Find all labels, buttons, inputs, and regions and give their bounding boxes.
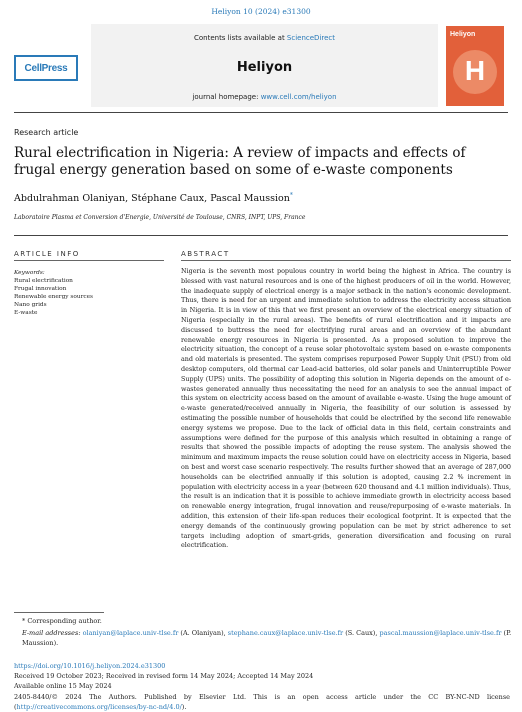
author-name[interactable]: Stéphane Caux xyxy=(131,193,205,205)
license-link[interactable]: http://creativecommons.org/licenses/by-nc-nd/4.0/ xyxy=(16,703,182,711)
contents-prefix: Contents lists available at xyxy=(193,34,287,42)
header-divider xyxy=(14,112,508,113)
footnote-rule xyxy=(14,612,104,613)
license-line xyxy=(14,692,510,712)
license-end: ). xyxy=(181,703,187,711)
keywords-label: Keywords: xyxy=(14,270,45,276)
cellpress-logo[interactable]: CellPress xyxy=(14,55,78,81)
homepage-link[interactable]: www.cell.com/heliyon xyxy=(260,93,337,101)
abstract-text: Nigeria is the seventh most populous country in world being the highest in Africa. The country is blessed with vast natural resources and is one of the highest producers of oil in the world. However, the inadequate supply of electrical energy is a major setback in the nation's economic development. Thus, there is need for an urgent and immediate solution to address the electricity access situation in Nigeria. It is in view of this that we first present an overview of the electrical energy situation of Nigeria (especially in the rural areas). The benefits of rural electrification and it impacts are discussed to buttress the need for electrifying rural areas and an overview of the abundant renewable energy resources in Nigeria is presented. As a proposed solution to improve the electricity situation, the concept of a reuse solar photovoltaic system based on e-waste components and old materials is presented. The system comprises repurposed Power Supply Unit (PSU) from old desktop computers, old thermal car Lead-acid batteries, old solar panels and Uninterruptible Power Supply (UPS) units. The possibility of adopting this solution in Nigeria depends on the amount of e-wastes generated annually thus necessitating the need for an analysis to see the annual impact of this system on electricity access based on the amount of available e-waste. Using the huge amount of e-waste generated/received annually in Nigeria, the feasibility of our solution is assessed by estimating the possible number of households that could be electrified by the second life renewable energy systems we propose. Due to the lack of official data in this field, certain constraints and assumptions were defined for the purpose of this analysis which resulted in obtaining a range of results that showed the possible impacts of adopting the reuse system. The analysis showed the minimum and maximum impacts the reuse solution could have on electricity access in Nigeria, based on best and worst case scenario respectively. The results further showed that an average of 287,000 households can be electrified annually if this solution is adopted, causing 2.2 % increment in population with electricity access in a year (between 620 thousand and 4.1 million individuals). Thus, the result is an indication that it is possible to achieve immediate growth in electricity access based on renewable energy integration, frugal innovation and reuse/repurposing of e-waste materials. In addition, this extension of their life-span reduces their ecological footprint. It is expected that the energy demands of the continuously growing population can be met by strict adherence to set targets including adoption of smart-grids, generation diversification and focusing on rural electrification. xyxy=(181,267,511,550)
corresponding-star[interactable]: * xyxy=(289,192,293,199)
sciencedirect-link[interactable]: ScienceDirect xyxy=(286,34,336,42)
email-link[interactable]: pascal.maussion@laplace.univ-tlse.fr xyxy=(379,629,502,637)
footnote-corresponding xyxy=(22,617,102,625)
license-text: 2405-8440/© 2024 The Authors. Published by Elsevier Ltd. This is an open access article under the CC BY-NC-ND license ( xyxy=(14,693,510,711)
article-info-heading: ARTICLE INFO xyxy=(14,250,80,258)
author-name[interactable]: Abdulrahman Olaniyan xyxy=(14,193,126,205)
cover-letter: H xyxy=(464,55,486,86)
journal-name: Heliyon xyxy=(236,60,293,75)
article-type: Research article xyxy=(14,128,79,137)
journal-cover[interactable] xyxy=(446,26,504,106)
keyword-item: Rural electrification xyxy=(14,278,73,284)
journal-reference[interactable]: Heliyon 10 (2024) e31300 xyxy=(211,7,311,16)
article-title: Rural electrification in Nigeria: A review of impacts and effects of frugal energy generation based on some of e-waste components xyxy=(14,145,466,178)
email-link[interactable]: stephane.caux@laplace.univ-tlse.fr xyxy=(227,629,344,637)
author-name[interactable]: Pascal Maussion xyxy=(210,193,290,205)
article-info-rule xyxy=(14,260,164,261)
homepage-line xyxy=(91,93,438,101)
abstract-heading: ABSTRACT xyxy=(181,250,230,258)
email-label: E-mail addresses: xyxy=(22,629,83,637)
keyword-item: Renewable energy sources xyxy=(14,294,94,300)
online-date: Available online 15 May 2024 xyxy=(14,682,112,690)
abstract-rule xyxy=(181,260,511,261)
contents-line xyxy=(91,34,438,42)
email-owner: (S. Caux), xyxy=(343,629,380,637)
keyword-item: Frugal innovation xyxy=(14,286,67,292)
keyword-item: E-waste xyxy=(14,310,38,316)
received-dates: Received 19 October 2023; Received in revised form 14 May 2024; Accepted 14 May 2024 xyxy=(14,672,314,680)
cover-title: Heliyon xyxy=(450,31,476,38)
affiliation: Laboratoire Plasma et Conversion d'Energie, Université de Toulouse, CNRS, INPT, UPS, France xyxy=(14,214,306,221)
homepage-prefix: journal homepage: xyxy=(192,93,261,101)
email-link[interactable]: olaniyan@laplace.univ-tlse.fr xyxy=(82,629,179,637)
footnote-star: * xyxy=(22,617,26,625)
corresponding-label: Corresponding author. xyxy=(27,617,102,625)
section-divider xyxy=(14,235,508,236)
footnote-emails xyxy=(22,628,514,648)
keyword-item: Nano grids xyxy=(14,302,47,308)
email-owner: (P. Maussion). xyxy=(22,629,512,647)
author-list: Abdulrahman Olaniyan, Stéphane Caux, Pascal Maussion* xyxy=(14,192,293,205)
email-owner: (A. Olaniyan), xyxy=(178,629,228,637)
doi-link[interactable]: https://doi.org/10.1016/j.heliyon.2024.e31300 xyxy=(14,662,166,670)
